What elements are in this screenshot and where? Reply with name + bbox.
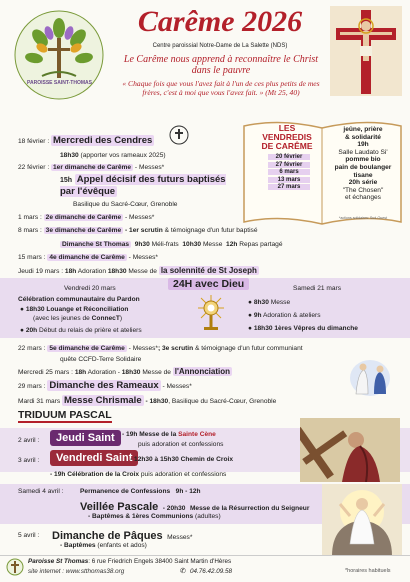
footer-parish: Paroisse St Thomas <box>28 558 89 565</box>
mar22-date: 22 mars : <box>18 345 46 352</box>
mar19-date: Jeudi 19 mars : <box>18 268 64 275</box>
crucifix-image <box>330 6 402 96</box>
paques-suffix: Messes* <box>167 534 193 541</box>
h24-l1d: ) <box>119 315 123 322</box>
samedi-line-3 <box>88 512 221 521</box>
h24-l1b: (avec les jeunes de <box>33 315 90 322</box>
mar19-time-1: 18h <box>64 268 77 275</box>
vendredis-text-9: "The Chosen" <box>342 186 384 194</box>
vendredi-date: 27 mars <box>268 184 310 190</box>
mar31-row <box>18 396 276 406</box>
samedi-l3: - Baptêmes & 1ères Communions <box>88 513 194 520</box>
vendredis-text-6: pain de boulanger <box>334 163 392 171</box>
feb22-appel: Appel décisif des futurs baptisés par l'évêque <box>60 174 226 197</box>
h24-right-1: ● 8h30 Messe <box>248 299 291 306</box>
parish-center: Centre paroissial Notre-Dame de La Salette (NDS) <box>152 43 288 49</box>
cross-carrying-image <box>300 418 400 482</box>
feb22-place: Basilique du Sacré-Cœur, Grenoble <box>73 201 178 208</box>
feb18-detail-row <box>60 151 166 160</box>
vendredi-line-1 <box>130 455 233 464</box>
feb22-time: 15h <box>60 177 73 184</box>
mar25-label-1: Adoration - <box>87 369 120 376</box>
vendredi-date: 13 mars <box>268 177 310 183</box>
vendredi-date: 20 février <box>268 154 310 160</box>
paques-l2b: (enfants et ados) <box>97 542 147 549</box>
jeudi-date: 2 avril : <box>18 437 40 444</box>
page-title: Carême 2026 <box>137 5 303 38</box>
feb18-date: 18 février : <box>18 138 50 145</box>
h24-r2-time: 9h <box>253 312 262 319</box>
mar15-date: 15 mars : <box>18 254 46 261</box>
vendredis-text-1: jeûne, prière <box>343 126 383 133</box>
h24-l1-time: 18h30 <box>25 306 45 313</box>
mar15-suffix: - Messes* <box>128 254 158 261</box>
vendredis-text-2: & solidarité <box>345 133 381 141</box>
h24-title: 24H avec Dieu <box>168 278 249 290</box>
paques-l2: - Baptêmes <box>60 542 96 549</box>
vendredis-text-10: et échanges <box>345 194 381 202</box>
mar19-row <box>18 266 259 276</box>
mar22-scrutin: ; 3e scrutin <box>157 345 194 352</box>
mar31-date: Mardi 31 mars <box>18 398 61 405</box>
mar8-row <box>18 226 258 235</box>
mar25-date: Mercredi 25 mars : <box>18 369 73 376</box>
mar22-detail: & témoignage d'un futur communiant <box>195 345 303 352</box>
mar31-title: Messe Chrismale <box>63 395 142 406</box>
feb22-date: 22 février : <box>18 164 50 171</box>
vendredi-date: 27 février <box>268 162 310 168</box>
mar25-row <box>18 367 232 377</box>
vendredis-text-8: 20h série <box>348 179 378 187</box>
vendredis-title-3: DE CARÊME <box>261 141 313 151</box>
mar8-time-2: 10h30 <box>182 241 202 248</box>
quote: « Chaque fois que vous l'avez fait à l'un de ces plus petits de mes frères, c'est à moi que vous l'avez fait. » (Mt 25, 40) <box>122 79 320 97</box>
vendredi-l1a: - 12h30 à <box>130 456 159 463</box>
mar19-label-1: Adoration <box>77 268 106 275</box>
mar29-date: 29 mars : <box>18 383 46 390</box>
h24-right-2: ● 9h Adoration & ateliers <box>248 312 321 319</box>
mar8-label-2: Messe <box>202 241 223 248</box>
logo-text: PAROISSE SAINT-THOMAS <box>27 80 92 86</box>
h24-r1-time: 8h30 <box>253 299 269 306</box>
feb18-detail: (apporter vos rameaux 2025) <box>80 152 166 159</box>
feb22-title: 1er dimanche de Carême <box>53 164 132 171</box>
mar25-time-1: 18h <box>74 369 87 376</box>
footer-logo <box>6 558 24 576</box>
samedi-date: Samedi 4 avril : <box>18 488 64 495</box>
mar29-title: Dimanche des Rameaux <box>49 380 159 391</box>
mar8-time-3: 12h <box>226 241 238 248</box>
mar8-detail: & témoignage d'un futur baptisé <box>164 227 258 234</box>
vendredis-title-1: LES <box>278 123 296 133</box>
vendredis-box <box>240 118 405 226</box>
annunciation-image <box>348 356 392 396</box>
mar29-suffix: - Messes* <box>162 383 192 390</box>
mar8-time-1: 9h30 <box>134 241 150 248</box>
mar29-row <box>18 381 192 391</box>
mar8-date: 8 mars : <box>18 227 42 234</box>
vendredi-l2b: puis adoration et confessions <box>140 471 227 478</box>
jeudi-l1a: - 19h Messe de la <box>122 431 177 438</box>
footer-line-1 <box>28 558 231 565</box>
vendredi-line-2 <box>50 470 226 479</box>
h24-l2-label: Début du relais de prière et ateliers <box>39 327 142 334</box>
triduum-title: TRIDUUM PASCAL <box>18 409 112 421</box>
mar8-label-1: Méli-frats <box>151 241 179 248</box>
footer-site[interactable]: site internet : www.stthomas38.org <box>28 568 125 575</box>
feb18-row <box>18 136 154 146</box>
mar19-label-2: Messe de <box>128 268 157 275</box>
vendredis-text-7: tisane <box>353 171 373 179</box>
logo <box>12 8 107 103</box>
resurrection-image <box>322 484 402 556</box>
feb22-appel-row <box>60 174 240 197</box>
tagline: Le Carême nous apprend à reconnaître le Christ dans le pauvre <box>123 54 319 76</box>
vendredis-text-3: 19h <box>357 141 369 149</box>
ashes-icon <box>168 124 190 146</box>
h24-left-1: ● 18h30 Louange et Réconciliation <box>20 306 129 313</box>
mar25-time-2: 18h30 <box>121 369 141 376</box>
h24-l1-label: Louange et Réconciliation <box>46 306 129 313</box>
mar19-feast: la solennité de St Joseph <box>160 266 257 275</box>
jeudi-title: Jeudi Saint <box>50 430 121 446</box>
mar1-date: 1 mars : <box>18 214 42 221</box>
h24-l2-time: 20h <box>25 327 38 334</box>
mar25-feast: l'Annonciation <box>174 367 230 376</box>
feb22-row <box>18 163 164 172</box>
feb18-title: Mercredi des Cendres <box>53 135 153 146</box>
monstrance-icon <box>196 293 226 333</box>
h24-left-1b <box>33 314 122 323</box>
mar8-st-thomas: Dimanche St Thomas <box>62 241 130 248</box>
samedi-line-1 <box>80 487 201 496</box>
vendredis-title-2: VENDREDIS <box>262 132 312 142</box>
mar15-row <box>18 253 158 262</box>
samedi-vigile-time: - 20h30 <box>162 505 186 512</box>
mar8-title: 3e dimanche de Carême <box>45 227 122 234</box>
vendredi-date: 3 avril : <box>18 457 40 464</box>
h24-l1c: ConnecT <box>91 315 120 322</box>
mar8-label-3: Repas partagé <box>239 241 283 248</box>
mar25-label-2: Messe de <box>142 369 171 376</box>
footer-address: : 6 rue Friedrich Engels 38400 Saint Martin d'Hères <box>88 558 232 565</box>
paques-title: Dimanche de Pâques <box>52 530 163 542</box>
paques-line-2 <box>60 541 147 550</box>
jeudi-line-1 <box>122 430 216 439</box>
mar22-row <box>18 344 303 353</box>
feb18-time: 18h30 <box>60 152 79 159</box>
h24-r3-time: 18h30 <box>253 325 273 332</box>
footer-phone[interactable]: 04.76.42.09.58 <box>190 568 233 575</box>
h24-right-3: ● 18h30 1ères Vêpres du dimanche <box>248 325 358 332</box>
h24-pardon: Célébration communautaire du Pardon <box>18 296 140 303</box>
vendredis-details <box>326 126 400 202</box>
mar1-row <box>18 213 154 222</box>
mar22-quete: quête CCFD-Terre Solidaire <box>60 356 142 363</box>
samedi-l3b: (adultes) <box>195 513 221 520</box>
samedi-l1: Permanence de Confessions <box>80 488 171 495</box>
footer-note: *horaires habituels <box>345 568 391 574</box>
vendredi-title: Vendredi Saint <box>50 450 138 466</box>
vendredis-footnote: *actions solidaires: Sud-Ouest <box>338 216 388 220</box>
vendredi-l1c: Chemin de Croix <box>180 456 234 463</box>
jeudi-l1b: Sainte Cène <box>178 431 216 438</box>
mar8-scrutin: - 1er scrutin <box>125 227 163 234</box>
vendredis-dates <box>268 154 310 190</box>
mar8-st-thomas-row <box>60 240 283 249</box>
h24-r1-label: Messe <box>270 299 291 306</box>
mar31-place: , Basilique du Sacré-Cœur, Grenoble <box>168 398 277 405</box>
h24-r3-label: 1ères Vêpres du dimanche <box>274 325 358 332</box>
vendredis-text-5: pomme bio <box>345 156 381 164</box>
jeudi-line-2: puis adoration et confessions <box>138 441 224 448</box>
mar1-suffix: - Messes* <box>125 214 155 221</box>
h24-friday: Vendredi 20 mars <box>64 285 116 292</box>
vendredis-text-4: Salle Laudato Si' <box>338 148 388 156</box>
h24-left-2: ● 20h Début du relais de prière et ateliers <box>20 327 142 334</box>
vendredi-l1b: 15h30 <box>160 456 179 463</box>
feb22-suffix: - Messes* <box>134 164 165 171</box>
samedi-vigile-desc: Messe de la Résurrection du Seigneur <box>189 505 310 512</box>
phone-icon: ✆ <box>180 568 186 575</box>
h24-saturday: Samedi 21 mars <box>293 285 342 292</box>
mar22-title: 5e dimanche de Carême <box>49 345 125 352</box>
mar1-title: 2e dimanche de Carême <box>45 214 122 221</box>
samedi-vigile: Veillée Pascale <box>80 501 159 513</box>
h24-r2-label: Adoration & ateliers <box>263 312 321 319</box>
vendredi-date: 6 mars <box>268 169 310 175</box>
vendredi-l2: - 19h Célébration de la Croix <box>50 471 140 478</box>
mar22-suffix: - Messes* <box>128 345 158 352</box>
mar19-time-2: 18h30 <box>107 268 127 275</box>
mar31-time: - 18h30 <box>145 398 169 405</box>
samedi-l1t: 9h - 12h <box>175 488 201 495</box>
paques-date: 5 avril : <box>18 532 40 539</box>
mar15-title: 4e dimanche de Carême <box>49 254 125 261</box>
